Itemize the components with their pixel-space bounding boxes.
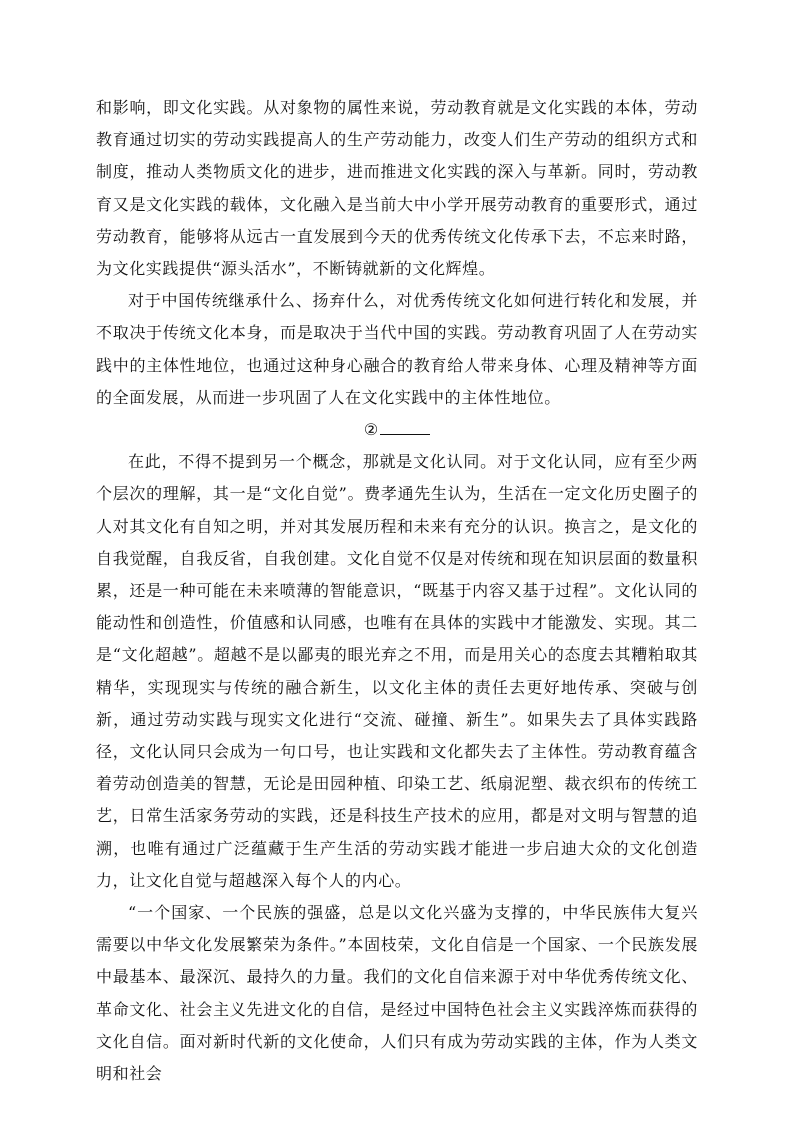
paragraph-cultural-confidence: “一个国家、一个民族的强盛，总是以文化兴盛为支撑的，中华民族伟大复兴需要以中华文化发展繁荣为条件。”本固枝荣，文化自信是一个国家、一个民族发展中最基本、最深沉、最持久的力量。我们的文化自信来源于对中华优秀传统文化、革命文化、社会主义先进文化的自信，是经过中国特色社会主义实践淬炼而获得的文化自信。面对新时代新的文化使命，人们只有成为劳动实践的主体，作为人类文明和社会: [96, 903, 698, 1084]
paragraph-cultural-identity: 在此，不得不提到另一个概念，那就是文化认同。对于文化认同，应有至少两个层次的理解，其一是“文化自觉”。费孝通先生认为，生活在一定文化历史圈子的人对其文化有自知之明，并对其发展历程和未来有充分的认识。换言之，是文化的自我觉醒，自我反省，自我创建。文化自觉不仅是对传统和现在知识层面的数量积累，还是一种可能在未来喷薄的智能意识，“既基于内容又基于过程”。文化认同的能动性和创造性，价值感和认同感，也唯有在具体的实践中才能激发、实现。其二是“文化超越”。超越不是以鄙夷的眼光弃之不用，而是用关心的态度去其糟粕取其精华，实现现实与传统的融合新生，以文化主体的责任去更好地传承、突破与创新，通过劳动实践与现实文化进行“交流、碰撞、新生”。如果失去了具体实践路径，文化认同只会成为一句口号，也让实践和文化都失去了主体性。劳动教育蕴含着劳动创造美的智慧，无论是田园种植、印染工艺、纸扇泥塑、裁衣织布的传统工艺，日常生活家务劳动的实践，还是科技生产技术的应用，都是对文明与智慧的追溯，也唯有通过广泛蕴藏于生产生活的劳动实践才能进一步启迪大众的文化创造力，让文化自觉与超越深入每个人的内心。: [96, 452, 698, 890]
paragraph-continuation: 和影响，即文化实践。从对象物的属性来说，劳动教育就是文化实践的本体，劳动教育通过切实的劳动实践提高人的生产劳动能力，改变人们生产劳动的组织方式和制度，推动人类物质文化的进步，进而推进文化实践的深入与革新。同时，劳动教育又是文化实践的载体，文化融入是当前大中小学开展劳动教育的重要形式，通过劳动教育，能够将从远古一直发展到今天的优秀传统文化传承下去，不忘来时路，为文化实践提供“源头活水”，不断铸就新的文化辉煌。: [96, 98, 698, 279]
section-heading: [96, 414, 698, 446]
section-title-blank: [380, 418, 430, 435]
section-number: ②: [363, 420, 379, 440]
paragraph-tradition: 对于中国传统继承什么、扬弃什么，对优秀传统文化如何进行转化和发展，并不取决于传统文化本身，而是取决于当代中国的实践。劳动教育巩固了人在劳动实践中的主体性地位，也通过这种身心融合的教育给人带来身体、心理及精神等方面的全面发展，从而进一步巩固了人在文化实践中的主体性地位。: [96, 291, 698, 407]
document-page: [96, 92, 698, 1090]
